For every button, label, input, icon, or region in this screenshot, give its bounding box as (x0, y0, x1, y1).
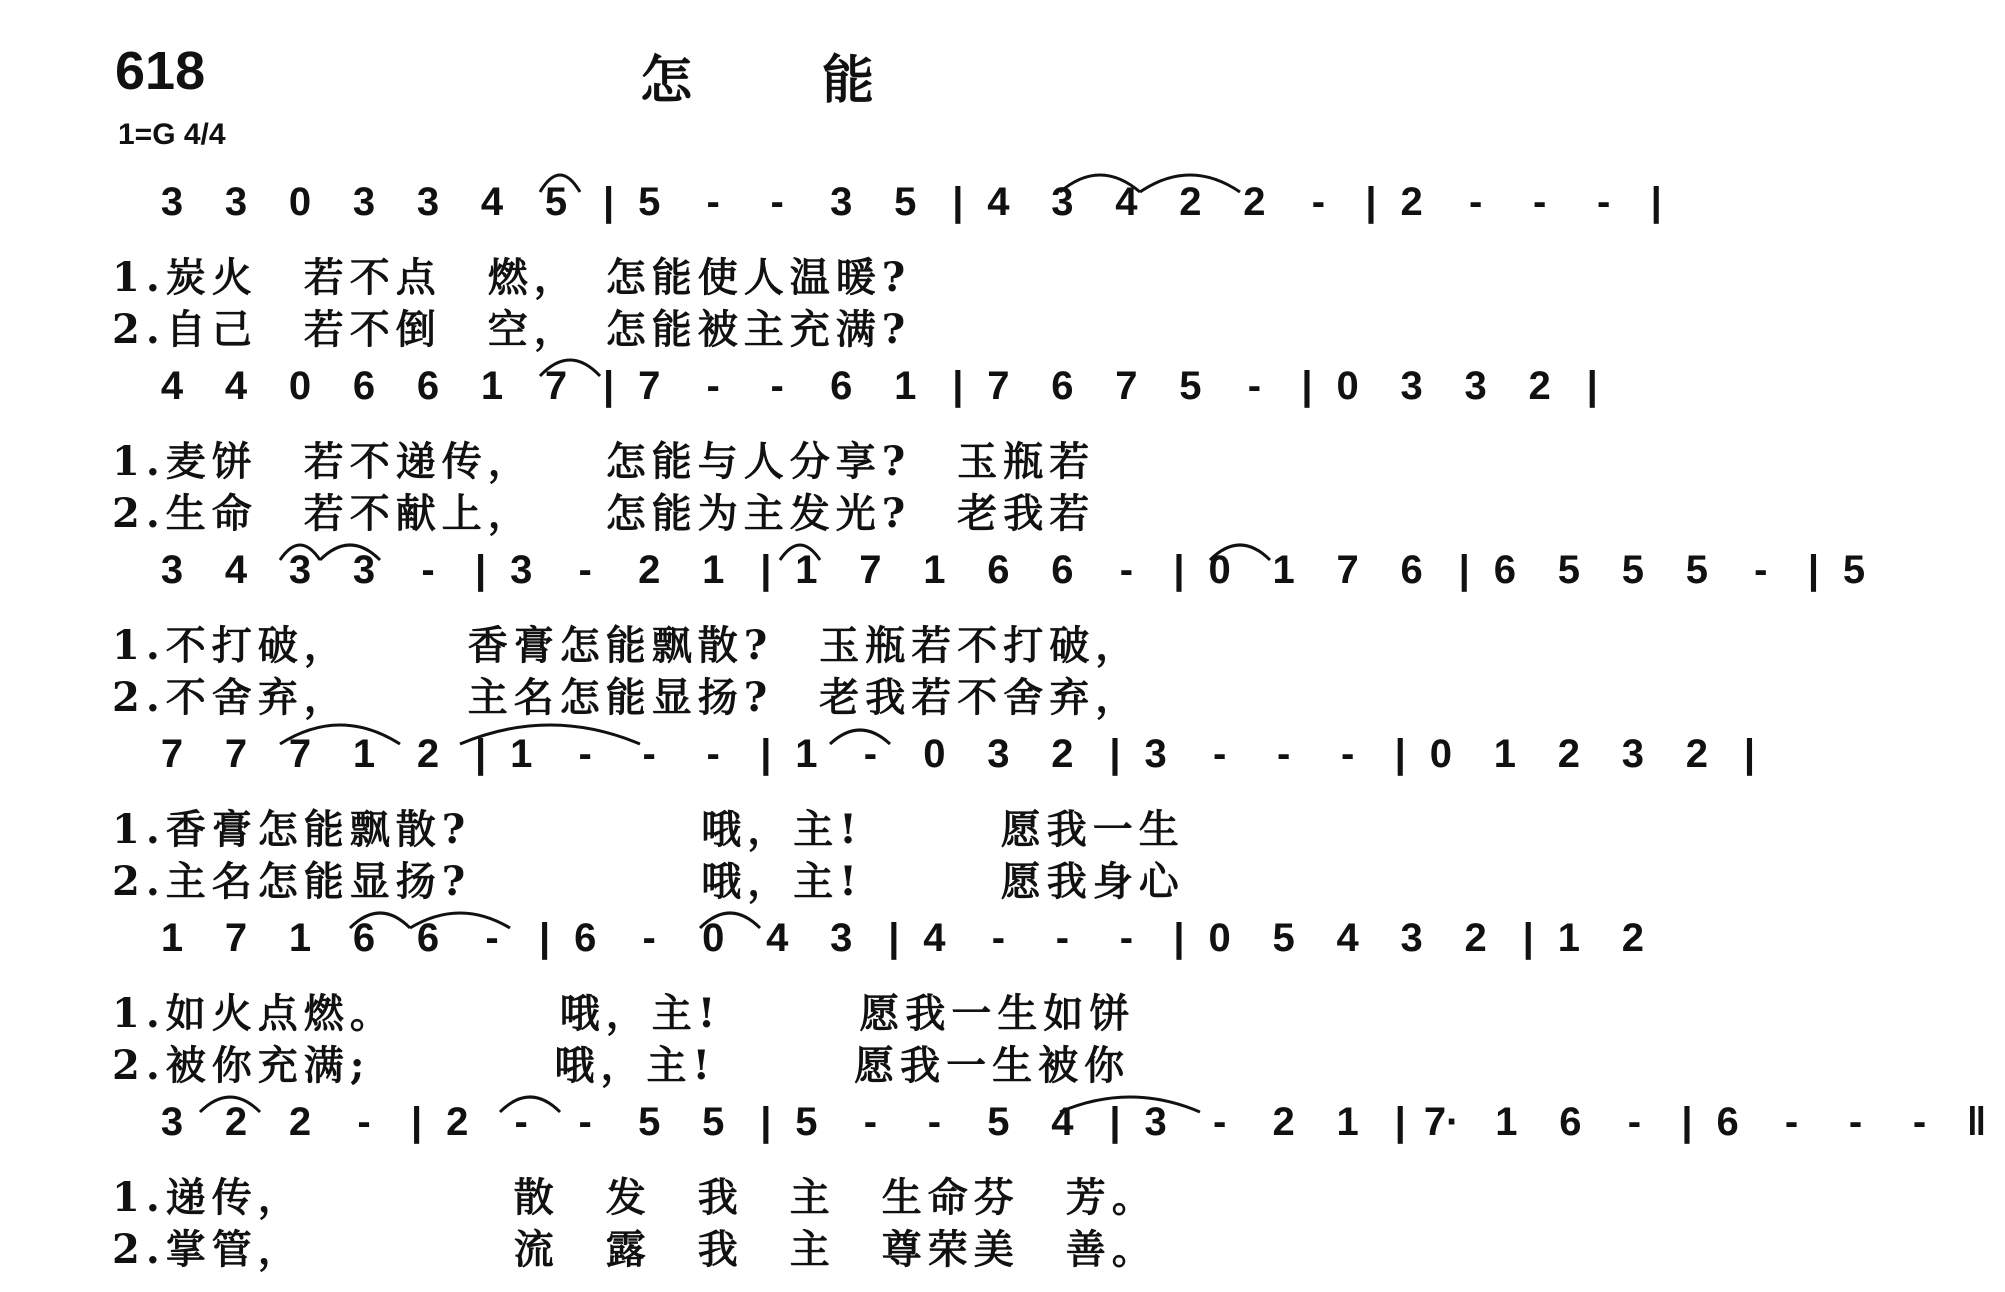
note-symbol: - (1247, 364, 1262, 408)
bar-line: | (952, 364, 964, 408)
note-symbol: 0 (702, 916, 725, 960)
note-symbol: 3 (1051, 180, 1074, 224)
note-symbol: 1 (894, 364, 917, 408)
lyric-verse-2: 2.不舍弃， 主名怎能显扬? 老我若不舍弃， (112, 674, 1142, 721)
lyric-verse-1: 1.递传， 散 发 我 主 生命芬 芳。 (112, 1174, 1158, 1221)
note-symbol: 1 (795, 732, 818, 776)
lyric-verse-2: 2.自己 若不倒 空， 怎能被主充满? (112, 306, 912, 353)
notation-line (155, 732, 1756, 792)
note-symbol: 3 (1621, 732, 1644, 776)
score-row-3 (0, 548, 1866, 738)
lyric-verse-1: 1.不打破， 香膏怎能飘散? 玉瓶若不打破， (112, 622, 1142, 669)
note-symbol: 3 (830, 916, 853, 960)
key-signature: 1=G 4/4 (118, 118, 226, 151)
note-symbol: 2 (224, 1100, 248, 1144)
note-symbol: - (770, 364, 784, 408)
note-symbol: - (1627, 1100, 1642, 1144)
note-symbol: 6 (1051, 364, 1074, 408)
note-symbol: 4 (766, 916, 789, 960)
note-symbol: 2 (416, 732, 440, 776)
note-symbol: - (1754, 548, 1768, 592)
notation-line (155, 364, 1598, 424)
note-symbol: 4 (923, 916, 946, 960)
note-symbol: 5 (987, 1100, 1010, 1144)
lyric-verse-1: 1.香膏怎能飘散? 哦，主! 愿我一生 (112, 806, 1185, 853)
note-symbol: 2 (1400, 180, 1423, 224)
note-symbol: 7 (288, 732, 312, 776)
bar-line: | (1365, 180, 1377, 224)
note-symbol: 7 (224, 732, 248, 776)
note-symbol: - (1912, 1100, 1927, 1144)
note-symbol: 3 (510, 548, 533, 592)
note-symbol: 6 (416, 916, 440, 960)
note-symbol: 7 (544, 364, 568, 408)
note-symbol: - (863, 1100, 878, 1144)
note-symbol: 6 (1716, 1100, 1739, 1144)
note-symbol: 5 (1621, 548, 1644, 592)
note-symbol: 3 (416, 180, 440, 224)
note-symbol: - (706, 364, 720, 408)
note-symbol: 3 (160, 180, 184, 224)
note-symbol: - (1212, 1100, 1227, 1144)
note-symbol: - (1468, 180, 1483, 224)
bar-line: | (1301, 364, 1313, 408)
note-symbol: 7 (1336, 548, 1359, 592)
note-symbol: - (1119, 548, 1134, 592)
note-symbol: 2 (1621, 916, 1644, 960)
note-symbol: 1 (480, 364, 504, 408)
note-symbol: 2 (446, 1100, 469, 1144)
note-symbol: 5 (638, 1100, 661, 1144)
note-symbol: 3 (1144, 732, 1167, 776)
note-symbol: 1 (160, 916, 184, 960)
bar-line: | (760, 548, 772, 592)
note-symbol: 1 (795, 548, 818, 592)
note-symbol: 7 (160, 732, 184, 776)
note-symbol: 5 (702, 1100, 725, 1144)
note-symbol: - (991, 916, 1006, 960)
note-symbol: 5 (1179, 364, 1202, 408)
note-symbol: 6 (574, 916, 597, 960)
note-symbol: 7 (638, 364, 661, 408)
note-symbol: 3 (224, 180, 248, 224)
note-symbol: 1 (288, 916, 312, 960)
note-symbol: 6 (352, 364, 376, 408)
note-symbol: 7 (859, 548, 882, 592)
lyric-verse-2: 2.掌管， 流 露 我 主 尊荣美 善。 (112, 1226, 1158, 1273)
note-symbol: 3 (1464, 364, 1487, 408)
note-symbol: 1 (1493, 732, 1516, 776)
score-row-1 (0, 180, 1662, 370)
bar-line: | (1650, 180, 1662, 224)
note-symbol: 5 (795, 1100, 818, 1144)
note-symbol: 6 (416, 364, 440, 408)
bar-line: | (475, 732, 487, 776)
note-symbol: 0 (1336, 364, 1359, 408)
note-symbol: - (578, 1100, 592, 1144)
note-symbol: 3 (1400, 364, 1423, 408)
note-symbol: 2 (1528, 364, 1551, 408)
note-symbol: - (578, 732, 592, 776)
note-symbol: 4 (987, 180, 1010, 224)
note-symbol: 6 (1051, 548, 1074, 592)
note-symbol: - (706, 180, 720, 224)
note-symbol: - (1212, 732, 1227, 776)
bar-line: | (1807, 548, 1820, 592)
note-symbol: 2 (1179, 180, 1202, 224)
score-row-5 (0, 916, 1644, 1106)
note-symbol: 1 (1336, 1100, 1359, 1144)
lyric-verse-2: 2.被你充满; 哦，主! 愿我一生被你 (112, 1042, 1131, 1089)
note-symbol: 5 (1557, 548, 1580, 592)
note-symbol: 4 (224, 548, 248, 592)
note-symbol: 4 (480, 180, 504, 224)
note-symbol: - (770, 180, 784, 224)
note-symbol: 5 (894, 180, 917, 224)
score-row-2 (0, 364, 1598, 554)
note-symbol: 4 (224, 364, 248, 408)
bar-line: | (1173, 548, 1185, 592)
note-symbol: 3 (160, 548, 184, 592)
bar-line: | (1109, 1100, 1121, 1144)
hymn-number: 618 (115, 41, 206, 101)
note-symbol: 0 (923, 732, 946, 776)
bar-line: | (603, 180, 615, 224)
note-symbol: 7· (1423, 1100, 1460, 1144)
note-symbol: 4 (160, 364, 184, 408)
lyric-verse-1: 1.炭火 若不点 燃， 怎能使人温暖? (112, 254, 912, 301)
note-symbol: 4 (1336, 916, 1359, 960)
lyric-verse-2: 2.主名怎能显扬? 哦，主! 愿我身心 (112, 858, 1185, 905)
note-symbol: - (578, 548, 592, 592)
note-symbol: 1 (923, 548, 946, 592)
bar-line: | (1681, 1100, 1693, 1144)
note-symbol: 2 (1464, 916, 1487, 960)
notation-line (155, 1100, 1987, 1160)
note-symbol: 1 (352, 732, 376, 776)
note-symbol: 2 (288, 1100, 312, 1144)
note-symbol: - (1532, 180, 1547, 224)
note-symbol: - (1311, 180, 1326, 224)
note-symbol: 3 (352, 548, 376, 592)
note-symbol: - (1276, 732, 1291, 776)
note-symbol: - (514, 1100, 528, 1144)
note-symbol: 5 (1842, 548, 1866, 592)
lyric-verse-1: 1.麦饼 若不递传， 怎能与人分享? 玉瓶若 (112, 438, 1096, 485)
note-symbol: - (421, 548, 435, 592)
note-symbol: - (706, 732, 720, 776)
note-symbol: 1 (1557, 916, 1580, 960)
note-symbol: 7 (1115, 364, 1138, 408)
note-symbol: 6 (352, 916, 376, 960)
note-symbol: 0 (1208, 548, 1231, 592)
score-row-4 (0, 732, 1756, 922)
note-symbol: 7 (224, 916, 248, 960)
note-symbol: - (1596, 180, 1611, 224)
bar-line: | (1173, 916, 1185, 960)
note-symbol: 3 (160, 1100, 184, 1144)
note-symbol: 4 (1051, 1100, 1074, 1144)
note-symbol: - (642, 916, 656, 960)
bar-line: | (603, 364, 615, 408)
bar-line: | (1109, 732, 1121, 776)
note-symbol: 2 (1272, 1100, 1295, 1144)
bar-line: | (539, 916, 551, 960)
bar-line: | (1394, 1100, 1406, 1144)
bar-line: | (475, 548, 487, 592)
note-symbol: 1 (1272, 548, 1295, 592)
note-symbol: 6 (1493, 548, 1516, 592)
bar-line: | (760, 1100, 772, 1144)
hymn-title: 怎能 (640, 50, 1005, 111)
note-symbol: 5 (1272, 916, 1295, 960)
bar-line: | (411, 1100, 423, 1144)
note-symbol: 5 (638, 180, 661, 224)
score-row-6 (0, 1100, 1987, 1290)
bar-line: | (952, 180, 964, 224)
note-symbol: 3 (1144, 1100, 1167, 1144)
note-symbol: 0 (288, 364, 312, 408)
notation-line (155, 180, 1662, 240)
note-symbol: - (1055, 916, 1070, 960)
note-symbol: 1 (702, 548, 725, 592)
note-symbol: 2 (1051, 732, 1074, 776)
note-symbol: - (1119, 916, 1134, 960)
note-symbol: 1 (1495, 1100, 1518, 1144)
notation-line (155, 916, 1644, 976)
note-symbol: 3 (987, 732, 1010, 776)
note-symbol: - (863, 732, 878, 776)
note-symbol: 3 (288, 548, 312, 592)
note-symbol: - (357, 1100, 371, 1144)
note-symbol: 5 (544, 180, 568, 224)
note-symbol: 2 (1685, 732, 1708, 776)
lyric-verse-2: 2.生命 若不献上， 怎能为主发光? 老我若 (112, 490, 1096, 537)
note-symbol: - (1784, 1100, 1799, 1144)
bar-line: | (1394, 732, 1406, 776)
note-symbol: 4 (1115, 180, 1138, 224)
bar-line: ‖ (1966, 1100, 1987, 1144)
note-symbol: 0 (1208, 916, 1231, 960)
bar-line: | (1458, 548, 1470, 592)
note-symbol: 2 (1557, 732, 1580, 776)
lyric-verse-1: 1.如火点燃。 哦，主! 愿我一生如饼 (112, 990, 1136, 1037)
note-symbol: 6 (1559, 1100, 1582, 1144)
note-symbol: 2 (1243, 180, 1266, 224)
bar-line: | (1743, 732, 1756, 776)
note-symbol: - (642, 732, 656, 776)
note-symbol: - (1848, 1100, 1863, 1144)
note-symbol: 6 (830, 364, 853, 408)
note-symbol: 3 (830, 180, 853, 224)
notation-line (155, 548, 1866, 608)
bar-line: | (760, 732, 772, 776)
note-symbol: 1 (510, 732, 533, 776)
bar-line: | (1586, 364, 1598, 408)
bar-line: | (1522, 916, 1534, 960)
note-symbol: 6 (987, 548, 1010, 592)
bar-line: | (888, 916, 900, 960)
note-symbol: - (927, 1100, 942, 1144)
note-symbol: 6 (1400, 548, 1423, 592)
note-symbol: - (485, 916, 499, 960)
note-symbol: 0 (1429, 732, 1452, 776)
note-symbol: 5 (1685, 548, 1708, 592)
note-symbol: 3 (1400, 916, 1423, 960)
note-symbol: 0 (288, 180, 312, 224)
note-symbol: 7 (987, 364, 1010, 408)
note-symbol: 3 (352, 180, 376, 224)
note-symbol: 2 (638, 548, 661, 592)
note-symbol: - (1340, 732, 1355, 776)
